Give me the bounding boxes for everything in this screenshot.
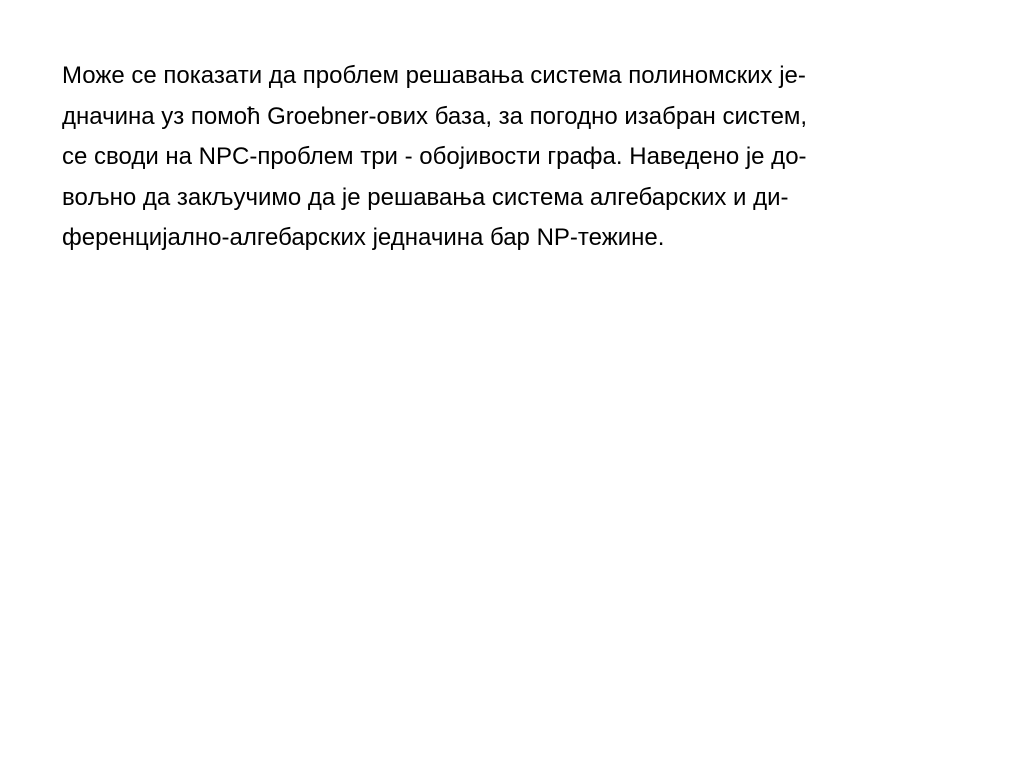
paragraph-line-4: вољно да закључимо да је решавања система алгебарских и ди- xyxy=(62,183,789,211)
paragraph-line-5: ференцијално-алгебарских једначина бар NP-тежине. xyxy=(62,224,665,251)
paragraph-line-3: се своди на NPC-проблем три - обојивости графа. Наведено је до- xyxy=(62,143,807,170)
paragraph-line-2: дначина уз помоћ Groebner-ових база, за погодно изабран систем, xyxy=(62,102,808,130)
body-paragraph xyxy=(62,56,962,259)
paragraph-line-1: Може се показати да проблем решавања система полиномских је- xyxy=(62,62,806,89)
